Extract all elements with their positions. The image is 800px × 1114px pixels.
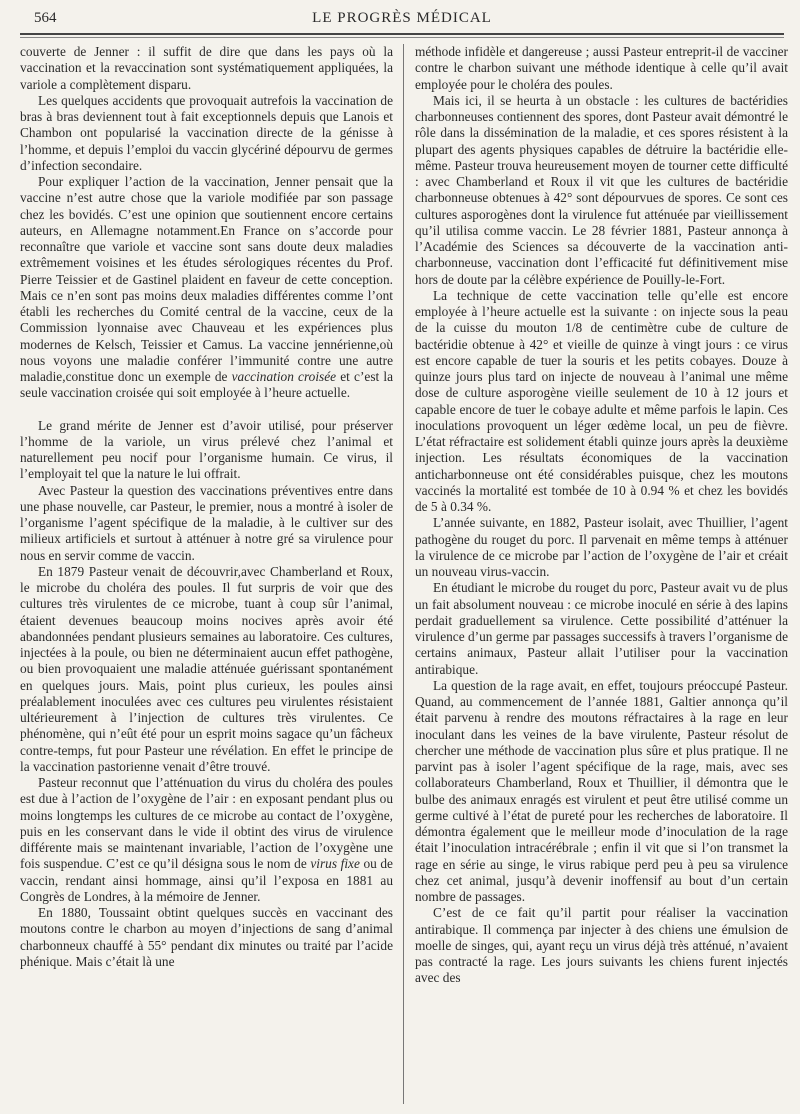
paragraph-text: Le grand mérite de Jenner est d’avoir utilisé, pour préserver l’homme de la variole, un virus prélevé chez l’animal et naturellement peu nocif pour l’organisme humain. Ce virus, il l’employait tel que la nature le lui offrait.: [20, 417, 393, 482]
paragraph-text: Pasteur reconnut que l’atténuation du virus du choléra des poules est due à l’action de l’oxygène de l’air : en exposant pendant plus ou moins longtemps les cultures de ce microbe au contact de l’oxygène, puis en les conservant dans le vide il obtint des virus de virulence différente mais se maintenant invariable, l’action de l’oxygène une fois suspendue. C’est ce qu’il désigna sous le nom de: [20, 775, 393, 872]
paragraph: [20, 93, 393, 174]
paragraph: [415, 288, 788, 516]
paragraph-text: En 1879 Pasteur venait de découvrir,avec Chamberland et Roux, le microbe du choléra des poules. Il fut surpris de voir que des cultures très virulentes de ce microbe, tuant à coup sûr l’animal, étaient devenues beaucoup moins nocives après avoir été abandonnées pendant plusieurs semaines au laboratoire. Ces cultures, injectées à la poule, ou bien ne déterminaient aucun effet pathogène, ou bien provoquaient une maladie atténuée guérissant spontanément en quelques jours. Mais, point plus curieux, les poules ainsi préalablement inoculées avec ces cultures peu virulentes résistaient ultérieurement à l’injection de cultures très virulentes. Ce phénomène, qui n’eût été pour un esprit moins sagace qu’un fâcheux contre-temps, fut pour Pasteur une révélation. En effet le principe de la vaccination pastorienne venait d’être trouvé.: [20, 563, 393, 774]
paragraph-text: Pour expliquer l’action de la vaccination, Jenner pensait que la vaccine n’est autre chose que la variole modifiée par son passage chez les bovidés. C’est une opinion que soutiennent encore certains auteurs, en Allemagne notamment.En France on s’accorde pour reconnaître que variole et vaccine sont sans doute deux maladies extrêmement voisines et les études sérologiques récentes du Prof. Pierre Teissier et de Gastinel plaident en faveur de cette conception. Mais ce n’en sont pas moins deux maladies différentes comme l’ont établi les recherches du Comité central de la vaccine, ceux de la Commission lyonnaise avec Chauveau et les expériences plus modernes de Kelsch, Teissier et Camus. La vaccine jennérienne,où nous voyons une maladie conférer l’immunité contre une autre maladie,constitue donc un exemple de: [20, 174, 393, 384]
paragraph: [20, 174, 393, 402]
paragraph: [415, 580, 788, 678]
page-number: 564: [34, 10, 57, 26]
paragraph-text: méthode infidèle et dangereuse ; aussi Pasteur entreprit-il de vacciner contre le charbon suivant une méthode identique à celle qu’il avait employée pour le choléra des poules.: [415, 44, 788, 92]
paragraph: [20, 418, 393, 483]
paragraph: [415, 44, 788, 93]
column-divider: [403, 44, 404, 1104]
paragraph: [20, 44, 393, 93]
right-column: [415, 44, 788, 1106]
paragraph-text: Les quelques accidents que provoquait autrefois la vaccination de bras à bras deviennent tout à fait exceptionnels depuis que Lanois et Chambon ont popularisé la vaccination directe de la génisse à l’homme, et depuis l’emploi du vaccin glycériné dépourvu de germes d’infection secondaire.: [20, 92, 393, 173]
italic-term: virus fixe: [310, 856, 360, 872]
paragraph-text-continued: ou de vaccin, rendant ainsi hommage, ainsi qu’il l’exposa en 1881 au Congrès de Londres, à la mémoire de Jenner.: [20, 856, 393, 904]
paragraph-text: couverte de Jenner : il suffit de dire que dans les pays où la vaccination et la revaccination sont systématiquement appliquées, la variole a complètement disparu.: [20, 44, 393, 92]
paragraph-text: C’est de ce fait qu’il partit pour réaliser la vaccination antirabique. Il commença par injecter à des chiens une émulsion de moelle de singes, qui, ayant reçu un virus déjà très atténué, n’avaient pas contracté la rage. Les jours suivants les chiens furent injectés avec des: [415, 905, 788, 986]
page-header: [22, 10, 782, 30]
paragraph: [415, 905, 788, 986]
paragraph-text: En 1880, Toussaint obtint quelques succès en vaccinant des moutons contre le charbon au moyen d’injections de sang d’animal charbonneux chauffé à 55° pendant dix minutes ou traité par l’acide phénique. Mais c’était là une: [20, 905, 393, 969]
paragraph-text-continued: et c’est la seule vaccination croisée qui soit employée à l’heure actuelle.: [20, 369, 393, 401]
paragraph-text: Avec Pasteur la question des vaccinations préventives entre dans une phase nouvelle, car Pasteur, le premier, nous a montré à isoler de l’organisme l’agent spécifique de la maladie, à le cultiver sur des milieux artificiels et surtout à atténuer à notre gré sa virulence pour nous en servir comme de vaccin.: [20, 482, 393, 563]
paragraph-text: En étudiant le microbe du rouget du porc, Pasteur avait vu de plus un fait absolument nouveau : ce microbe inoculé en série à des lapins perdait graduellement sa virulence. Cette possibilité d’atténuer la virulence d’un germe par passages successifs à travers l’organisme de certains animaux, Pasteur allait l’utiliser pour la vaccination antirabique.: [415, 580, 788, 677]
paragraph: [415, 678, 788, 906]
italic-term: vaccination croisée: [231, 369, 337, 384]
running-title: LE PROGRÈS MÉDICAL: [312, 10, 492, 26]
paragraph: [20, 775, 393, 905]
paragraph: [20, 483, 393, 564]
left-column: [20, 44, 393, 1106]
paragraph-text: L’année suivante, en 1882, Pasteur isolait, avec Thuillier, l’agent pathogène du rouget du porc. Il parvenait en même temps à atténuer la virulence de ce microbe par l’action de l’oxygène de l’air et créait un nouveau virus-vaccin.: [415, 515, 788, 579]
paragraph: [415, 515, 788, 580]
paragraph: [20, 905, 393, 970]
paragraph: [415, 93, 788, 288]
paragraph-text: Mais ici, il se heurta à un obstacle : les cultures de bactéridies charbonneuses contiennent des spores, dont Pasteur avait démontré le rôle dans la dissémination de la maladie, et ces spores résistent à la plupart des agents physiques capables de détruire la bactéridie elle-même. Pasteur trouva heureusement moyen de tourner cette difficulté : avec Chamberland et Roux il vit que les cultures de bactéridie charbonneuse obtenues à 42° sont dépourvues de spores. Ce sont ces cultures asporogènes dont la virulence fut atténuée par vieillissement qu’il utilisa comme vaccin. Le 28 février 1881, Pasteur annonça à l’Académie des Sciences sa découverte de la vaccination anti-charbonneuse, vaccination dont l’efficacité fut définitivement mise hors de doute par la célèbre expérience de Pouilly-le-Fort.: [415, 92, 788, 287]
paragraph-text: La technique de cette vaccination telle qu’elle est encore employée à l’heure actuelle est la suivante : on injecte sous la peau de la cuisse du mouton 1/8 de centimètre cube de culture de bactéridie obtenue à 42° et vieille de quinze à vingt jours : ce virus est encore capable de tuer la souris et les petits cobayes. Douze à quinze jours plus tard on injecte de nouveau à l’animal une même dose de culture asporogène vieille seulement de 10 à 12 jours et capable encore de tuer le cobaye adulte et même parfois le lapin. Ces inoculations provoquent un léger œdème local, un peu de fièvre. L’état réfractaire est solidement établi quinze jours après la deuxième injection. Les résultats économiques de la vaccination anticharbonneuse ont été considérables puisque, chez les moutons vaccinés la mortalité est tombée de 10 à 0.94 % et chez les bovidés de 5 à 0.34 %.: [415, 287, 788, 514]
paragraph-text: La question de la rage avait, en effet, toujours préoccupé Pasteur. Quand, au commencement de l’année 1881, Galtier annonça qu’il était parvenu à rendre des moutons réfractaires à la rage en leur inoculant dans les veines de la bave virulente, Pasteur résolut de chercher une méthode de vaccination plus sûre et plus pratique. Il ne parvint pas à isoler l’agent spécifique de la rage, mais, avec ses collaborateurs Chamberland, Roux et Thuillier, il démontra que le bulbe des animaux enragés est virulent et peut être utilisé comme un germe cultivé à l’état de pureté pour les recherches de laboratoire. Il démontra également que le meilleur mode d’inoculation de la rage était l’inoculation intracérébrale ; enfin il vit que si l’on transmet la rage en série au singe, le virus rabique perd peu à peu sa virulence chez cet animal, jusqu’à devenir inoffensif au bout d’un certain nombre de passages.: [415, 677, 788, 904]
header-rule: [20, 33, 784, 35]
paragraph: [20, 564, 393, 775]
header-rule-thin: [20, 37, 784, 38]
